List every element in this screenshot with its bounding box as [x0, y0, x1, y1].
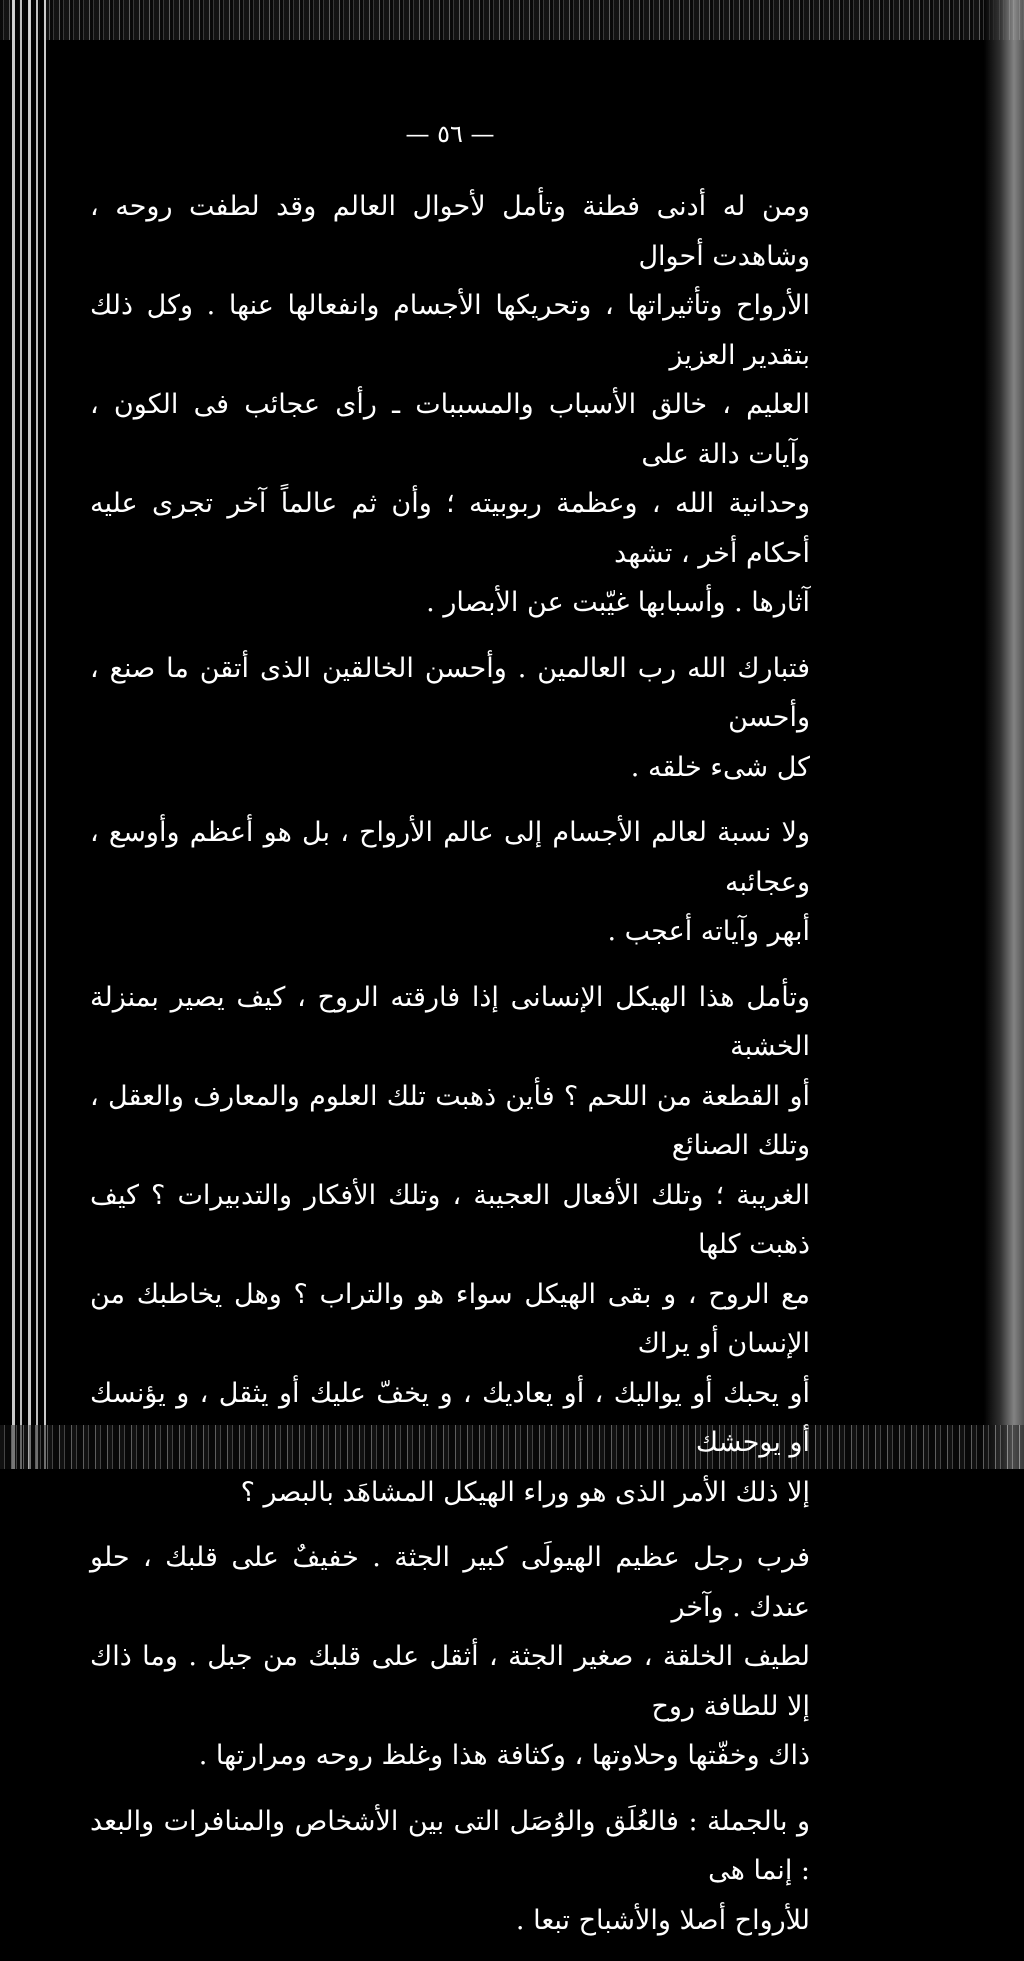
scan-right-edge	[984, 0, 1024, 1469]
paragraph	[90, 973, 810, 1518]
text-line: وتأمل هذا الهيكل الإنسانى إذا فارقته الروح ، كيف يصير بمنزلة الخشبة	[90, 981, 810, 1062]
text-line: ولا نسبة لعالم الأجسام إلى عالم الأرواح ، بل هو أعظم وأوسع ، وعجائبه	[90, 817, 810, 898]
text-line: كل شىء خلقه .	[630, 751, 810, 783]
paragraph	[90, 1797, 810, 1946]
text-line: فرب رجل عظيم الهيولَى كبير الجثة . خفيفٌ على قلبك ، حلو عندك . وآخر	[90, 1542, 810, 1623]
text-line: العليم ، خالق الأسباب والمسببات ـ رأى عجائب فى الكون ، وآيات دالة على	[90, 389, 810, 470]
paragraph	[90, 182, 810, 628]
page-number: — ٥٦ —	[405, 120, 495, 148]
text-line: لطيف الخلقة ، صغير الجثة ، أثقل على قلبك من جبل . وما ذاك إلا للطافة روح	[90, 1641, 810, 1722]
paragraph	[90, 644, 810, 793]
text-line: أبهر وآياته أعجب .	[607, 916, 810, 947]
text-line: إلا ذلك الأمر الذى هو وراء الهيكل المشاهَد بالبصر ؟	[240, 1476, 810, 1508]
paragraph	[90, 808, 810, 957]
paragraph	[90, 1533, 810, 1781]
text-line: و بالجملة : فالعُلَق والوُصَل التى بين الأشخاص والمنافرات والبعد : إنما هى	[90, 1805, 810, 1886]
text-line: ومن له أدنى فطنة وتأمل لأحوال العالم وقد لطفت روحه ، وشاهدت أحوال	[90, 191, 810, 272]
text-line: آثارها . وأسبابها غيّبت عن الأبصار .	[426, 587, 810, 618]
scan-top-edge	[0, 0, 1024, 40]
text-line: الغريبة ؛ وتلك الأفعال العجيبة ، وتلك الأفكار والتدبيرات ؟ كيف ذهبت كلها	[90, 1179, 810, 1260]
book-page	[90, 120, 810, 1961]
text-line: للأرواح أصلا والأشباح تبعا .	[515, 1904, 810, 1936]
text-line: أو يحبك أو يواليك ، أو يعاديك ، و يخفّ عليك أو يثقل ، و يؤنسك أو يوحشك	[90, 1377, 810, 1458]
text-line: مع الروح ، و بقى الهيكل سواء هو والتراب ؟ وهل يخاطبك من الإنسان أو يراك	[90, 1278, 810, 1359]
text-line: ذاك وخفّتها وحلاوتها ، وكثافة هذا وغلظ روحه ومرارتها .	[198, 1740, 810, 1771]
text-line: فتبارك الله رب العالمين . وأحسن الخالقين الذى أتقن ما صنع ، وأحسن	[90, 652, 810, 733]
text-line: الأرواح وتأثيراتها ، وتحريكها الأجسام وانفعالها عنها . وكل ذلك بتقدير العزيز	[90, 290, 810, 371]
text-line: وحدانية الله ، وعظمة ربوبيته ؛ وأن ثم عالماً آخر تجرى عليه أحكام أخر ، تشهد	[90, 488, 810, 569]
text-line: أو القطعة من اللحم ؟ فأين ذهبت تلك العلوم والمعارف والعقل ، وتلك الصنائع	[90, 1080, 810, 1161]
scan-left-binding	[12, 0, 46, 1469]
